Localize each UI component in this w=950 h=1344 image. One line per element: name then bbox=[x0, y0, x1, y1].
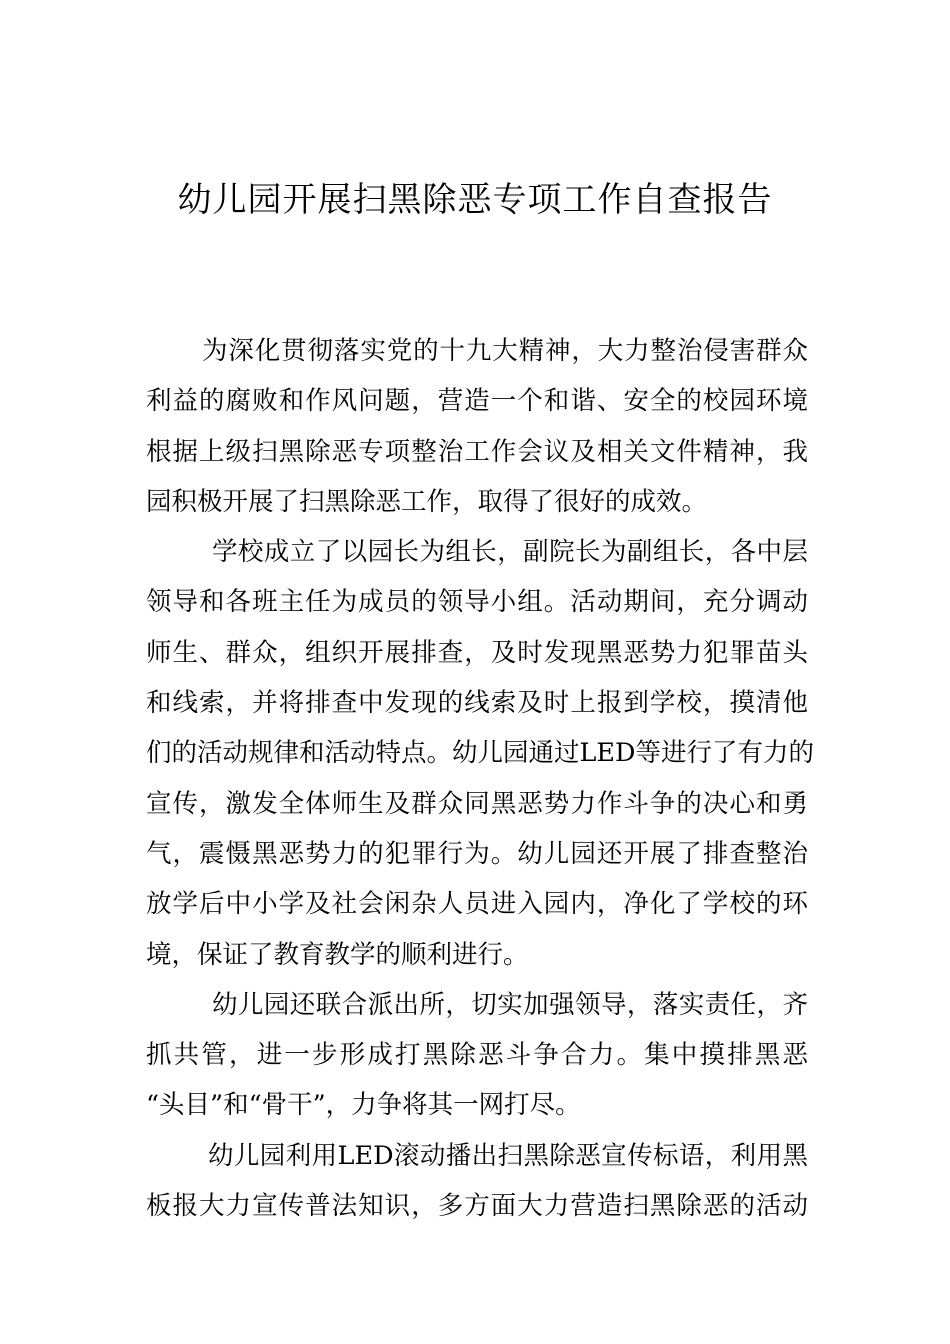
text-line: 气，震慑黑恶势力的犯罪行为。幼儿园还开展了排查整治 bbox=[146, 838, 808, 869]
text-line: 利益的腐败和作风问题，营造一个和谐、安全的校园环境 bbox=[146, 386, 808, 417]
text-line: 幼儿园利用LED滚动播出扫黑除恶宣传标语，利用黑 bbox=[208, 1140, 808, 1171]
text-line: 根据上级扫黑除恶专项整治工作会议及相关文件精神，我 bbox=[146, 436, 808, 467]
document-title: 幼儿园开展扫黑除恶专项工作自查报告 bbox=[177, 180, 773, 220]
paragraph-1 bbox=[146, 326, 808, 527]
text-line: 幼儿园还联合派出所，切实加强领导，落实责任，齐 bbox=[212, 989, 808, 1020]
text-line: 园积极开展了扫黑除恶工作，取得了很好的成效。 bbox=[146, 486, 708, 517]
paragraph-3 bbox=[146, 980, 808, 1131]
text-line: 境，保证了教育教学的顺利进行。 bbox=[146, 939, 529, 970]
document-body bbox=[146, 326, 814, 1231]
text-line: 学校成立了以园长为组长，副院长为副组长，各中层 bbox=[212, 537, 808, 568]
text-line: 和线索，并将排查中发现的线索及时上报到学校，摸清他 bbox=[146, 688, 808, 719]
text-line: 师生、群众，组织开展排查，及时发现黑恶势力犯罪苗头 bbox=[146, 637, 808, 668]
text-line: 们的活动规律和活动特点。幼儿园通过LED等进行了有力的 bbox=[146, 738, 814, 769]
text-line: “头目”和“骨干”，力争将其一网打尽。 bbox=[146, 1090, 581, 1121]
paragraph-2 bbox=[146, 527, 814, 980]
text-line: 宣传，激发全体师生及群众同黑恶势力作斗争的决心和勇 bbox=[146, 788, 808, 819]
text-line: 板报大力宣传普法知识，多方面大力营造扫黑除恶的活动 bbox=[146, 1191, 808, 1222]
paragraph-4 bbox=[146, 1131, 808, 1232]
text-line: 抓共管，进一步形成打黑除恶斗争合力。集中摸排黑恶 bbox=[146, 1040, 808, 1071]
text-line: 放学后中小学及社会闲杂人员进入园内，净化了学校的环 bbox=[146, 889, 808, 920]
text-line: 领导和各班主任为成员的领导小组。活动期间，充分调动 bbox=[146, 587, 808, 618]
text-line: 为深化贯彻落实党的十九大精神，大力整治侵害群众 bbox=[202, 336, 808, 366]
